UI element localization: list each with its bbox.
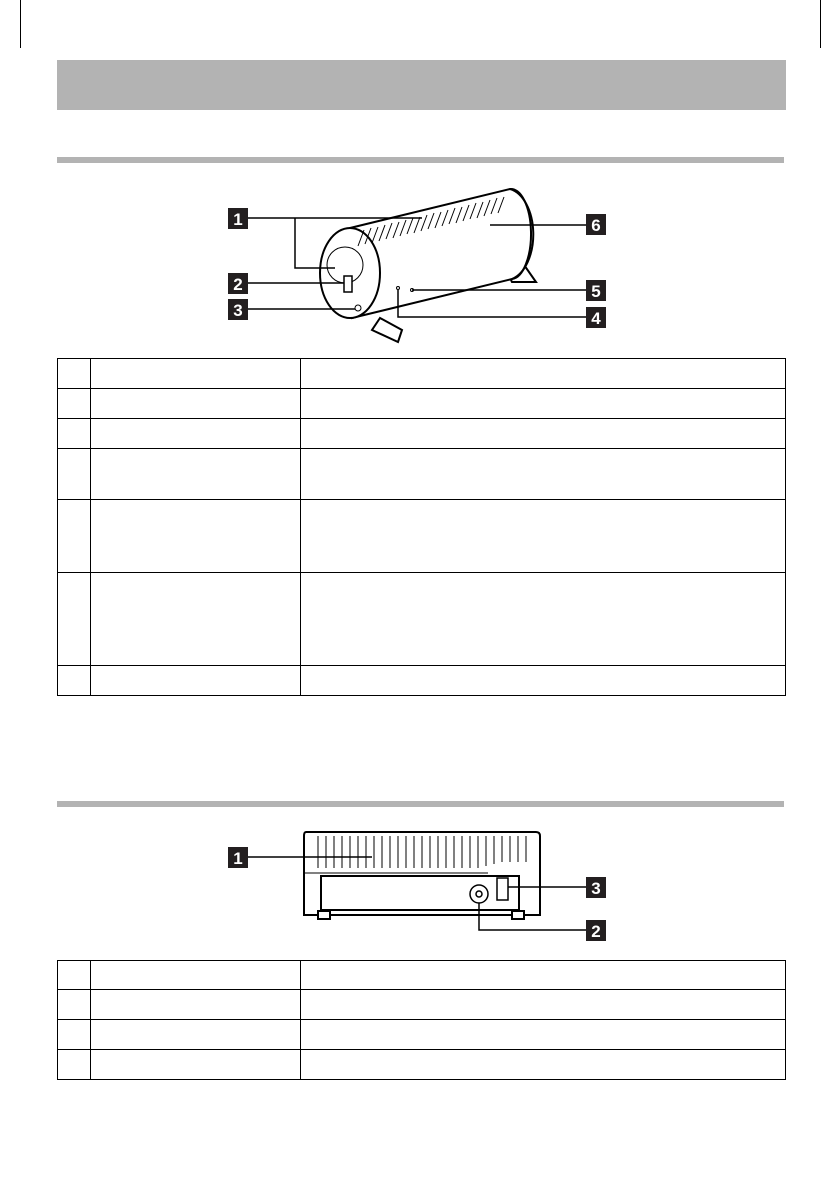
table-row — [58, 961, 786, 990]
callout-1 — [228, 847, 248, 868]
svg-text:3: 3 — [233, 301, 243, 320]
part-description — [301, 419, 786, 449]
part-description — [301, 573, 786, 666]
part-name — [91, 666, 301, 696]
svg-text:2: 2 — [233, 275, 243, 294]
part-description — [301, 449, 786, 500]
part-name — [91, 990, 301, 1020]
part-number — [58, 990, 91, 1020]
table-row — [58, 419, 786, 449]
part-description — [301, 359, 786, 389]
part-name — [91, 419, 301, 449]
part-number — [58, 500, 91, 573]
section-rule-rear — [57, 801, 784, 807]
table-row — [58, 1020, 786, 1050]
part-name — [91, 359, 301, 389]
svg-text:1: 1 — [233, 210, 243, 229]
rear-view-illustration — [0, 825, 840, 945]
part-name — [91, 573, 301, 666]
table-row — [58, 573, 786, 666]
part-name — [91, 961, 301, 990]
part-number — [58, 419, 91, 449]
crop-mark-right — [820, 0, 821, 48]
svg-text:4: 4 — [591, 309, 601, 328]
part-name — [91, 389, 301, 419]
part-number — [58, 1050, 91, 1080]
section-rule-front — [57, 157, 784, 163]
table-row — [58, 389, 786, 419]
callout-3 — [228, 299, 248, 320]
page-title-bar — [57, 60, 786, 110]
part-description — [301, 990, 786, 1020]
part-description — [301, 500, 786, 573]
table-row — [58, 500, 786, 573]
table-row — [58, 666, 786, 696]
part-description — [301, 666, 786, 696]
table-row — [58, 449, 786, 500]
callout-6 — [586, 214, 606, 235]
callout-1 — [228, 208, 248, 229]
part-name — [91, 449, 301, 500]
part-number — [58, 389, 91, 419]
svg-text:5: 5 — [591, 282, 601, 301]
part-number — [58, 666, 91, 696]
callout-5 — [586, 280, 606, 301]
svg-text:6: 6 — [591, 216, 601, 235]
table-row — [58, 1050, 786, 1080]
part-name — [91, 1050, 301, 1080]
callout-4 — [586, 307, 606, 328]
part-number — [58, 961, 91, 990]
part-description — [301, 1050, 786, 1080]
part-description — [301, 1020, 786, 1050]
front-view-illustration — [0, 180, 840, 345]
table-row — [58, 990, 786, 1020]
part-description — [301, 961, 786, 990]
crop-mark-left — [20, 0, 21, 48]
rear-parts-table — [57, 960, 786, 1080]
part-number — [58, 1020, 91, 1050]
table-row — [58, 359, 786, 389]
front-parts-table — [57, 358, 786, 696]
part-name — [91, 500, 301, 573]
part-number — [58, 359, 91, 389]
svg-text:3: 3 — [591, 879, 601, 898]
part-description — [301, 389, 786, 419]
callout-2 — [586, 920, 606, 941]
part-name — [91, 1020, 301, 1050]
part-number — [58, 449, 91, 500]
callout-3 — [586, 877, 606, 898]
svg-text:1: 1 — [233, 849, 243, 868]
svg-text:2: 2 — [591, 922, 601, 941]
callout-2 — [228, 273, 248, 294]
part-number — [58, 573, 91, 666]
